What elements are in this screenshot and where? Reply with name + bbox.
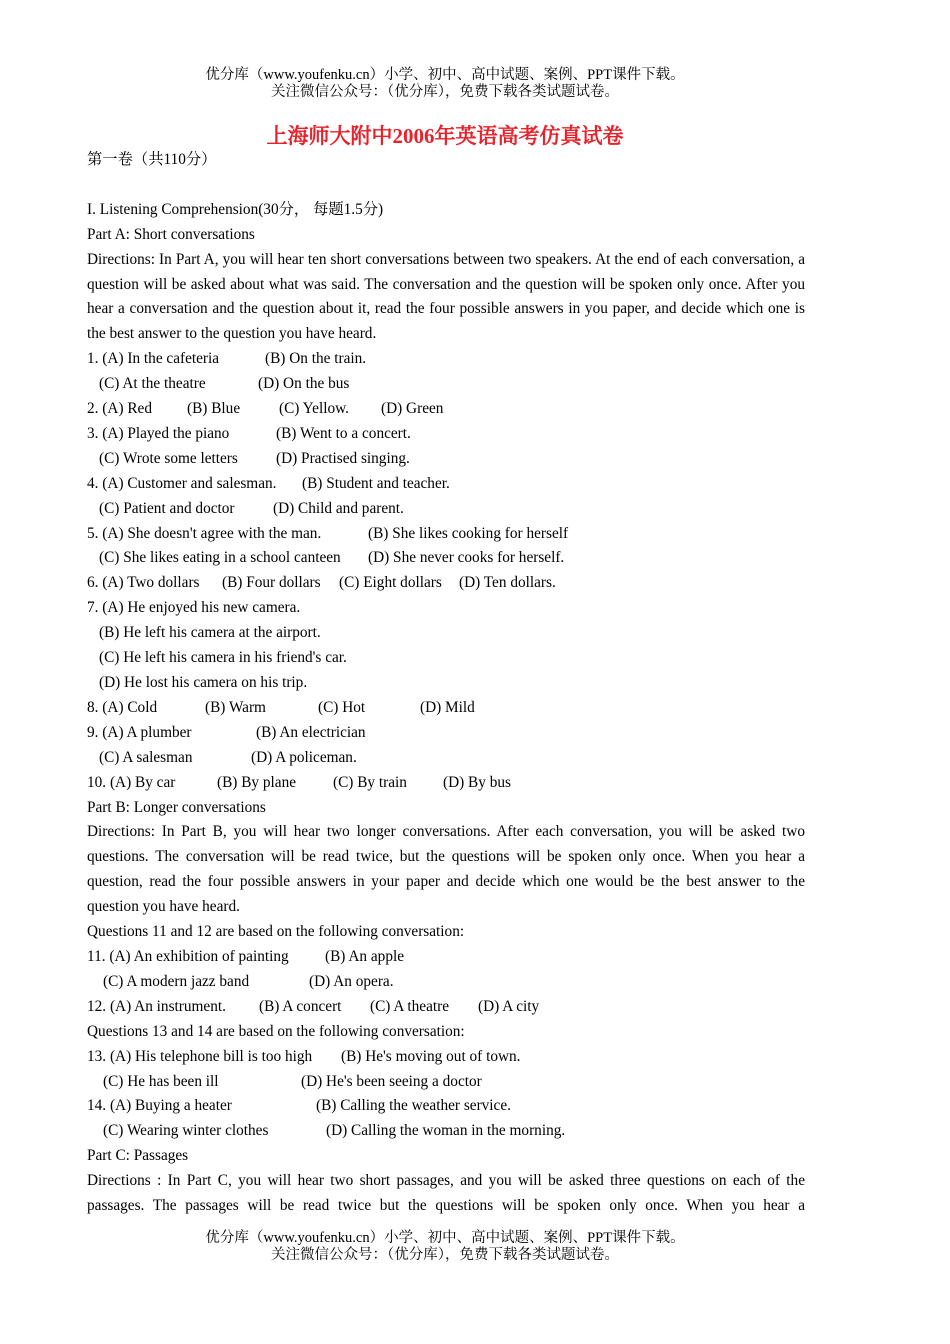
question-9-line-2 <box>87 746 805 771</box>
question-6 <box>87 571 805 596</box>
part-a-directions: Directions: In Part A, you will hear ten short conversations between two speakers. At the end of each conversation, a question will be asked about what was said. The conversation and the question will be spoken only once. After you hear a conversation and the question about it, read the four possible answers in you paper, and decide which one is the best answer to the question you have heard. <box>87 250 805 343</box>
part-b-intro-1: Questions 11 and 12 are based on the following conversation: <box>87 923 465 941</box>
q5-option-a: 5. (A) She doesn't agree with the man. <box>87 524 322 542</box>
q3-option-c: (C) Wrote some letters <box>99 449 238 467</box>
question-10 <box>87 771 805 796</box>
question-7-line-4: (D) He lost his camera on his trip. <box>99 674 308 692</box>
question-7-line-2: (B) He left his camera at the airport. <box>99 624 321 642</box>
document-body <box>87 148 805 1219</box>
question-5-line-2 <box>87 546 805 571</box>
part-c-directions: Directions : In Part C, you will hear two short passages, and you will be asked three questions on each of the passages. The passages will be read twice but the questions will be spoken only once. When you hear a <box>87 1172 805 1215</box>
question-13-line-1 <box>87 1045 805 1070</box>
q14-option-c: (C) Wearing winter clothes <box>103 1122 269 1140</box>
question-2 <box>87 397 805 422</box>
q8-option-a: 8. (A) Cold <box>87 698 158 716</box>
question-3-line-1 <box>87 422 805 447</box>
q1-option-c: (C) At the theatre <box>99 375 206 393</box>
question-3-line-2 <box>87 447 805 472</box>
q10-option-c: (C) By train <box>333 773 407 791</box>
q10-option-d: (D) By bus <box>443 773 511 791</box>
q5-option-c: (C) She likes eating in a school canteen <box>99 549 341 567</box>
q8-option-d: (D) Mild <box>420 698 475 716</box>
q8-option-c: (C) Hot <box>318 698 366 716</box>
part-b-intro-2: Questions 13 and 14 are based on the following conversation: <box>87 1022 465 1040</box>
q13-option-d: (D) He's been seeing a doctor <box>301 1072 482 1090</box>
question-9-line-1 <box>87 721 805 746</box>
question-4-line-2 <box>87 497 805 522</box>
q3-option-d: (D) Practised singing. <box>276 449 410 467</box>
page-header <box>0 67 890 101</box>
question-1-line-2 <box>87 372 805 397</box>
q14-option-b: (B) Calling the weather service. <box>316 1097 511 1115</box>
part-a-heading: Part A: Short conversations <box>87 225 255 243</box>
q3-option-a: 3. (A) Played the piano <box>87 424 230 442</box>
q10-option-a: 10. (A) By car <box>87 773 176 791</box>
question-7-line-3: (C) He left his camera in his friend's car. <box>99 649 347 667</box>
q6-option-d: (D) Ten dollars. <box>459 574 556 592</box>
q11-option-c: (C) A modern jazz band <box>103 972 250 990</box>
q14-option-a: 14. (A) Buying a heater <box>87 1097 232 1115</box>
q4-option-c: (C) Patient and doctor <box>99 499 235 517</box>
q14-option-d: (D) Calling the woman in the morning. <box>326 1122 566 1140</box>
page-footer <box>0 1230 890 1264</box>
part-b-heading: Part B: Longer conversations <box>87 798 266 816</box>
q12-option-a: 12. (A) An instrument. <box>87 997 226 1015</box>
q13-option-c: (C) He has been ill <box>103 1072 219 1090</box>
section-heading: I. Listening Comprehension(30分， 每题1.5分) <box>87 200 384 218</box>
footer-line-2: 关注微信公众号：（优分库），免费下载各类试题试卷。 <box>271 1247 619 1263</box>
q5-option-b: (B) She likes cooking for herself <box>368 524 569 542</box>
q4-option-d: (D) Child and parent. <box>273 499 404 517</box>
q12-option-d: (D) A city <box>478 997 540 1015</box>
q4-option-a: 4. (A) Customer and salesman. <box>87 474 277 492</box>
q5-option-d: (D) She never cooks for herself. <box>368 549 565 567</box>
q11-option-b: (B) An apple <box>325 947 405 965</box>
q9-option-b: (B) An electrician <box>256 723 366 741</box>
q12-option-c: (C) A theatre <box>370 997 450 1015</box>
q11-option-d: (D) An opera. <box>309 972 394 990</box>
question-11-line-1 <box>87 945 805 970</box>
question-8 <box>87 696 805 721</box>
question-5-line-1 <box>87 522 805 547</box>
footer-line-1: 优分库（www.youfenku.cn）小学、初中、高中试题、案例、PPT课件下载。 <box>205 1230 685 1246</box>
q2-option-c: (C) Yellow. <box>279 400 349 418</box>
q8-option-b: (B) Warm <box>205 698 266 716</box>
header-line-1: 优分库（www.youfenku.cn）小学、初中、高中试题、案例、PPT课件下载。 <box>205 67 685 83</box>
question-1-line-1 <box>87 347 805 372</box>
q13-option-b: (B) He's moving out of town. <box>341 1047 521 1065</box>
q1-option-a: 1. (A) In the cafeteria <box>87 350 220 368</box>
q2-option-d: (D) Green <box>381 400 444 418</box>
question-7-line-1: 7. (A) He enjoyed his new camera. <box>87 599 301 617</box>
volume-label: 第一卷（共110分） <box>87 151 217 168</box>
part-b-directions: Directions: In Part B, you will hear two longer conversations. After each conversation, you will be asked two questions. The conversation will be read twice, but the questions will be spoken only once. When you hear a question, read the four possible answers in your paper and decide which one would be the best answer to the question you have heard. <box>87 823 805 916</box>
q11-option-a: 11. (A) An exhibition of painting <box>87 947 289 965</box>
part-c-heading: Part C: Passages <box>87 1147 189 1165</box>
q9-option-c: (C) A salesman <box>99 748 193 766</box>
question-12 <box>87 995 805 1020</box>
header-line-2: 关注微信公众号：（优分库），免费下载各类试题试卷。 <box>271 84 619 100</box>
q2-option-a: 2. (A) Red <box>87 400 152 418</box>
q1-option-d: (D) On the bus <box>258 375 350 393</box>
q3-option-b: (B) Went to a concert. <box>276 424 411 442</box>
question-13-line-2 <box>87 1070 805 1095</box>
q9-option-a: 9. (A) A plumber <box>87 723 192 741</box>
q1-option-b: (B) On the train. <box>265 350 367 368</box>
q12-option-b: (B) A concert <box>259 997 342 1015</box>
q6-option-a: 6. (A) Two dollars <box>87 574 200 592</box>
question-14-line-1 <box>87 1094 805 1119</box>
q10-option-b: (B) By plane <box>217 773 297 791</box>
q2-option-b: (B) Blue <box>187 400 241 418</box>
q9-option-d: (D) A policeman. <box>251 748 357 766</box>
q4-option-b: (B) Student and teacher. <box>302 474 450 492</box>
question-14-line-2 <box>87 1119 805 1144</box>
q13-option-a: 13. (A) His telephone bill is too high <box>87 1047 313 1065</box>
question-11-line-2 <box>87 970 805 995</box>
question-4-line-1 <box>87 472 805 497</box>
q6-option-c: (C) Eight dollars <box>339 574 442 592</box>
exam-title: 上海师大附中2006年英语高考仿真试卷 <box>266 124 624 148</box>
q6-option-b: (B) Four dollars <box>222 574 321 592</box>
